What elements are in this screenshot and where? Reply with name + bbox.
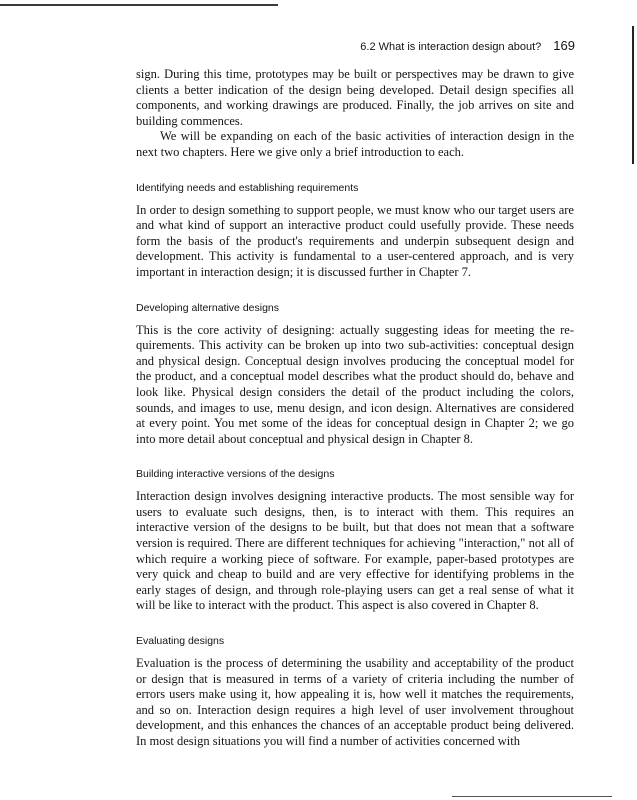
section-body-requirements: In order to design something to support people, we must know who our target users are and what kind of support an interactive product could usefully provide. These needs form the basis of the product's requirements and underpin subsequent design and development. This activity is fundamental to a user-centered approach, and is very important in interaction design; it is discussed further in Chapter 7. — [136, 202, 574, 279]
section-heading-alternative-designs: Developing alternative designs — [136, 301, 280, 314]
running-head-title: 6.2 What is interaction design about? — [360, 41, 542, 53]
bottom-rule — [452, 796, 612, 797]
intro-paragraph: sign. During this time, prototypes may be built or perspectives may be drawn to give clients a better indication of the design being developed. Detail design specifies all components, and working drawings are produced. Finally, the job arrives on site and building commences. — [136, 67, 574, 128]
running-head — [300, 38, 575, 53]
section-heading-evaluating: Evaluating designs — [136, 635, 225, 648]
section-heading-requirements: Identifying needs and establishing requirements — [136, 181, 359, 194]
top-rule — [0, 4, 278, 6]
section-heading-interactive-versions: Building interactive versions of the designs — [136, 468, 335, 481]
page-number: 169 — [553, 38, 575, 53]
right-margin-line — [632, 26, 634, 164]
section-body-interactive-versions: Interaction design involves designing interactive products. The most sensible way for users to evaluate such designs, then, is to interact with them. This requires an interactive version of the designs to be built, but that does not mean that a software version is required. There are different techniques for achieving "interaction," not all of which require a working piece of software. For example, paper-based prototypes are very quick and cheap to build and are very effective for identifying problems in the early stages of design, and through role-playing users can get a real sense of what it will be like to interact with the product. This aspect is also covered in Chapter 8. — [136, 489, 574, 613]
section-body-alternative-designs: This is the core activity of designing: actually suggesting ideas for meeting the requirements. This activity can be broken up into two sub-activities: conceptual design and physical design. Conceptual design involves producing the conceptual model for the product, and a conceptual model describes what the product should do, behave and look like. Physical design considers the detail of the product including the colors, sounds, and images to use, menu design, and icon design. Alternatives are considered at every point. You met some of the ideas for conceptual design in Chapter 2; we go into more detail about conceptual and physical design in Chapter 8. — [136, 322, 574, 446]
section-body-evaluating: Evaluation is the process of determining the usability and acceptability of the product or design that is measured in terms of a variety of criteria including the number of errors users make using it, how appealing it is, how well it matches the requirements, and so on. Interaction design requires a high level of user involvement throughout development, and this enhances the chances of an acceptable product being delivered. In most design situations you will find a number of activities concerned with — [136, 656, 574, 748]
intro-paragraph-indented: We will be expanding on each of the basic activities of interaction design in the next two chapters. Here we give only a brief introduction to each. — [136, 129, 574, 159]
page-body — [136, 67, 574, 750]
